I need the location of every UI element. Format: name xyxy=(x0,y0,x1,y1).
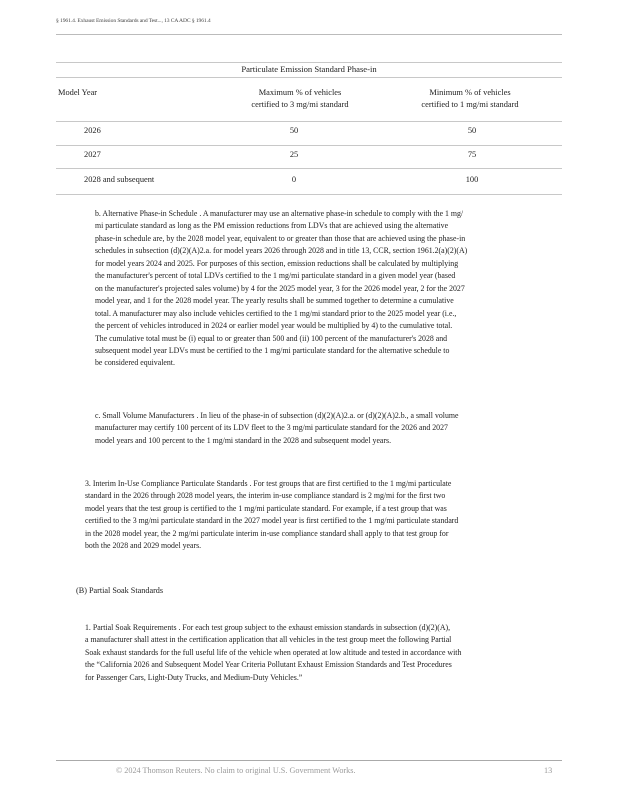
text-line: model years that the test group is certified to the 1 mg/mi particulate standard. For example, if a test group that was xyxy=(85,503,447,513)
section-heading-partial-soak: (B) Partial Soak Standards xyxy=(76,586,164,595)
column-header-minimum-line2: certified to 1 mg/mi standard xyxy=(421,99,519,109)
table-cell-max: 50 xyxy=(289,126,299,135)
table-header-rule xyxy=(56,121,562,122)
table-cell-min: 100 xyxy=(465,175,479,184)
text-line: b. Alternative Phase-in Schedule . A manufacturer may use an alternative phase-in schedule to comply with the 1 mg/ xyxy=(95,209,464,218)
running-head: § 1961.4. Exhaust Emission Standards and Test..., 13 CA ADC § 1961.4 xyxy=(56,18,211,24)
text-line: 1. Partial Soak Requirements . For each test group subject to the exhaust emission standards in subsection (d)(2)(A), xyxy=(85,623,451,632)
table-row-rule xyxy=(56,145,562,146)
table-row-rule xyxy=(56,168,562,169)
text-line: the manufacturer's percent of total LDVs certified to the 1 mg/mi particulate standard in a given model year (based xyxy=(95,271,456,281)
text-line: on the manufacturer's projected sales volume) by 4 for the 2025 model year, 3 for the 2026 model year, 2 for the 2027 xyxy=(95,283,465,293)
text-line: both the 2028 and 2029 model years. xyxy=(85,541,202,551)
text-line: Soak exhaust standards for the full useful life of the vehicle when operated at low altitude and tested in accordance with xyxy=(85,647,462,657)
text-line: be considered equivalent. xyxy=(95,358,175,368)
table-bottom-rule xyxy=(56,194,562,195)
text-line: The cumulative total must be (i) equal to or greater than 500 and (ii) 100 percent of the manufacturer's 2028 and xyxy=(95,333,448,343)
paragraph-alternative-phase-in xyxy=(95,208,570,370)
text-line: in the 2028 model year, the 2 mg/mi particulate interim in-use compliance standard shall apply to that test group for xyxy=(85,528,449,538)
text-line: total. A manufacturer may also include vehicles certified to the 1 mg/mi standard prior to the 2025 model year (i.e., xyxy=(95,308,457,318)
paragraph-small-volume-manufacturers xyxy=(95,410,570,447)
text-line: phase-in schedule are, by the 2028 model year, equivalent to or greater than those that are achieved using the phase-in xyxy=(95,233,466,243)
footer-divider xyxy=(56,760,562,761)
table-cell-year: 2027 xyxy=(84,150,101,159)
table-cell-year: 2026 xyxy=(84,126,101,135)
table-top-rule xyxy=(56,62,562,63)
text-line: for Passenger Cars, Light-Duty Trucks, and Medium-Duty Vehicles.” xyxy=(85,672,303,682)
column-header-maximum-line2: certified to 3 mg/mi standard xyxy=(251,99,349,109)
table-title: Particulate Emission Standard Phase-in xyxy=(241,64,377,74)
text-line: model year, and 1 for the 2028 model year. The yearly results shall be summed together to determine a cumulative xyxy=(95,296,454,306)
page-number: 13 xyxy=(544,766,553,775)
text-line: model years and 100 percent to the 1 mg/mi standard in the 2028 and subsequent model years. xyxy=(95,435,392,445)
table-cell-max: 25 xyxy=(289,150,299,159)
text-line: 3. Interim In-Use Compliance Particulate Standards . For test groups that are first certified to the 1 mg/mi particulate xyxy=(85,479,452,488)
text-line: subsequent model year LDVs must be certified to the 1 mg/mi particulate standard for the alternative schedule to xyxy=(95,345,450,355)
paragraph-interim-in-use-compliance xyxy=(85,478,570,553)
text-line: manufacturer may certify 100 percent of its LDV fleet to the 3 mg/mi particulate standard for the 2026 and 2027 xyxy=(95,423,448,433)
column-header-maximum-line1: Maximum % of vehicles xyxy=(258,88,342,97)
text-line: c. Small Volume Manufacturers . In lieu of the phase-in of subsection (d)(2)(A)2.a. or (d)(2)(A)2.b., a small volume xyxy=(95,411,459,420)
column-header-minimum-line1: Minimum % of vehicles xyxy=(429,88,511,97)
text-line: schedules in subsection (d)(2)(A)2.a. for model years 2026 through 2028 and in title 13, CCR, section 1961.2(a)(2)(A) xyxy=(95,246,468,256)
header-divider xyxy=(56,34,562,35)
text-line: the “California 2026 and Subsequent Model Year Criteria Pollutant Exhaust Emission Standards and Test Procedures xyxy=(85,660,452,670)
text-line: the percent of vehicles introduced in 2024 or earlier model year would be multiplied by 4) to the cumulative total. xyxy=(95,321,453,331)
text-line: for model years 2024 and 2025. For purposes of this section, emission reductions shall be calculated by multiplying xyxy=(95,258,459,268)
column-header-minimum xyxy=(370,87,570,110)
column-header-model-year: Model Year xyxy=(58,88,98,97)
table-cell-year: 2028 and subsequent xyxy=(84,175,155,184)
text-line: certified to the 3 mg/mi particulate standard in the 2027 model year is first certified to the 1 mg/mi particulate standard xyxy=(85,516,459,526)
table-cell-min: 75 xyxy=(467,150,477,159)
text-line: a manufacturer shall attest in the certification application that all vehicles in the test group meet the following Partial xyxy=(85,635,452,645)
paragraph-partial-soak-requirements xyxy=(85,622,570,684)
text-line: mi particulate standard as long as the PM emission reductions from LDVs that are achieved using the alternative xyxy=(95,221,449,231)
table-cell-min: 50 xyxy=(467,126,477,135)
table-title-rule xyxy=(56,77,562,78)
table-cell-max: 0 xyxy=(291,175,297,184)
text-line: standard in the 2026 through 2028 model years, the interim in-use compliance standard is 2 mg/mi for the first two xyxy=(85,491,446,501)
footer-copyright: © 2024 Thomson Reuters. No claim to original U.S. Government Works. xyxy=(116,766,356,775)
